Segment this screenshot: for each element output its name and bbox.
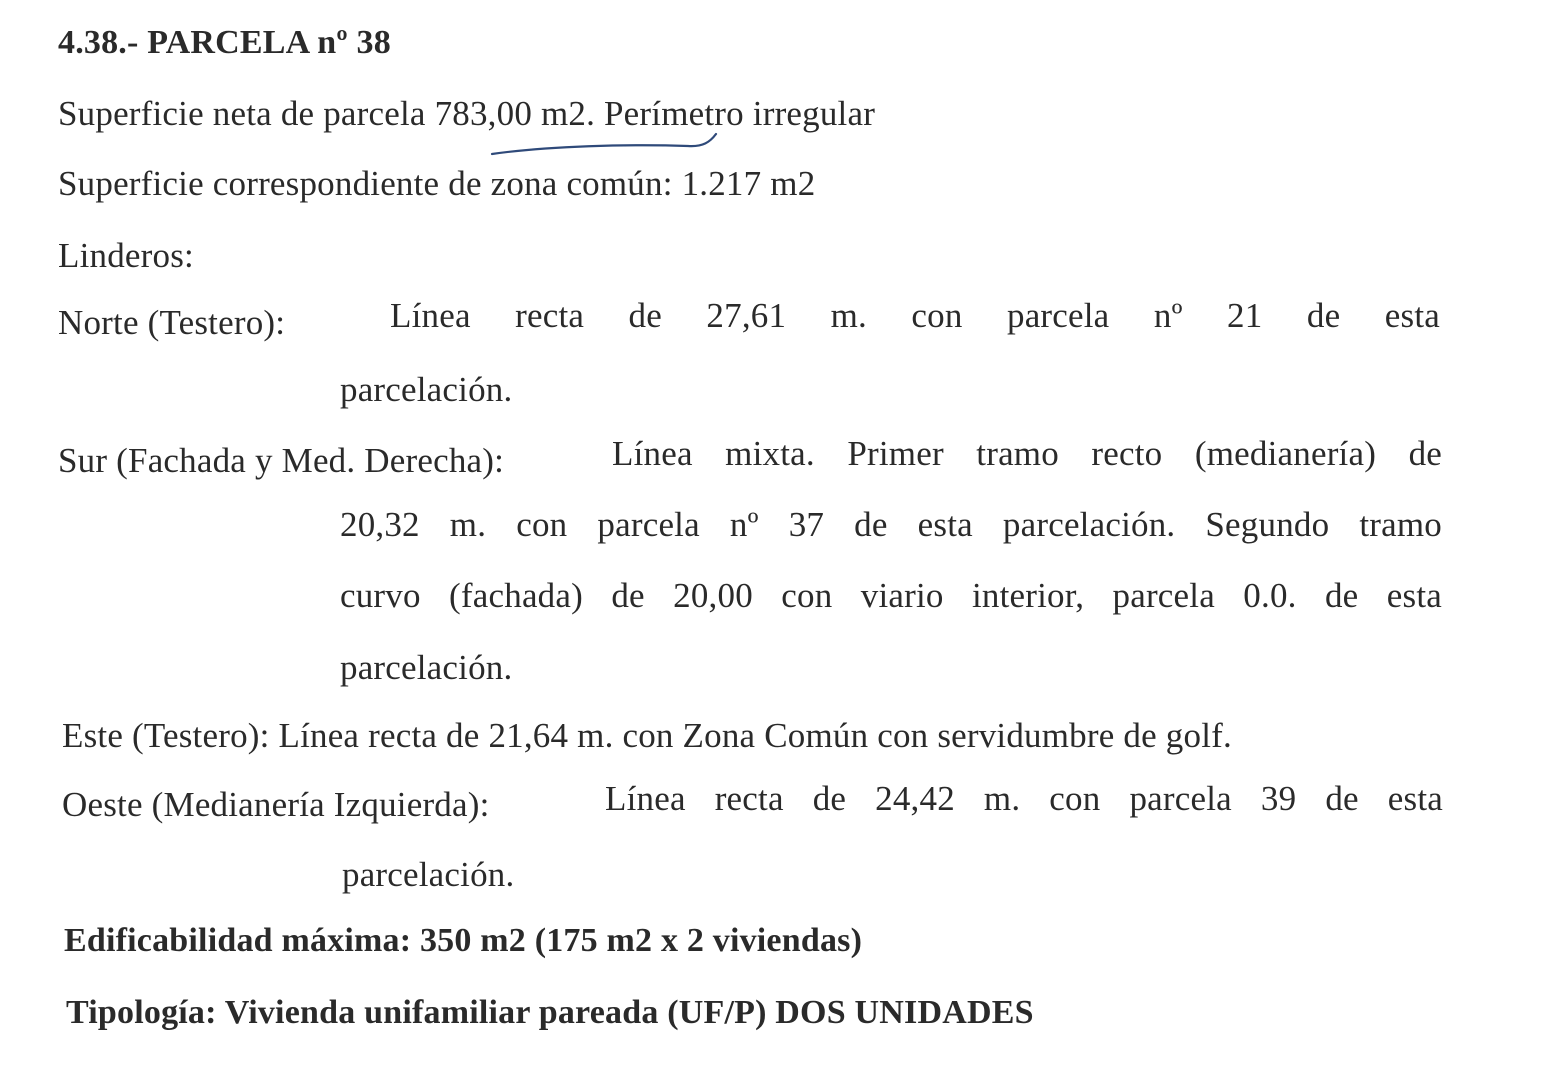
sur-description: Línea mixta. Primer tramo recto (medianería) de xyxy=(612,434,1442,473)
oeste-description: Línea recta de 24,42 m. con parcela 39 de esta xyxy=(605,779,1443,818)
sur-label: Sur (Fachada y Med. Derecha): xyxy=(58,441,505,480)
superficie-value: 783,00 m2. xyxy=(434,94,596,133)
edificabilidad-line: Edificabilidad máxima: 350 m2 (175 m2 x 2 viviendas) xyxy=(64,922,863,959)
perimetro-text: Perímetro irregular xyxy=(604,94,876,133)
zona-comun-line: Superficie correspondiente de zona común: 1.217 m2 xyxy=(58,164,816,203)
oeste-continuation: parcelación. xyxy=(342,855,515,894)
oeste-label: Oeste (Medianería Izquierda): xyxy=(62,785,490,824)
superficie-label: Superficie neta de parcela xyxy=(58,94,426,133)
sur-continuation-2: curvo (fachada) de 20,00 con viario interior, parcela 0.0. de esta xyxy=(340,576,1442,615)
este-line: Este (Testero): Línea recta de 21,64 m. con Zona Común con servidumbre de golf. xyxy=(62,716,1232,755)
handwritten-underline-mark xyxy=(488,132,720,162)
section-heading: 4.38.- PARCELA nº 38 xyxy=(58,24,391,61)
sur-continuation-3: parcelación. xyxy=(340,648,513,687)
superficie-neta-line xyxy=(58,96,875,131)
norte-label: Norte (Testero): xyxy=(58,303,286,342)
norte-description: Línea recta de 27,61 m. con parcela nº 21 de esta xyxy=(390,296,1440,335)
norte-continuation: parcelación. xyxy=(340,370,513,409)
sur-continuation-1: 20,32 m. con parcela nº 37 de esta parcelación. Segundo tramo xyxy=(340,505,1442,544)
linderos-title: Linderos: xyxy=(58,236,194,275)
tipologia-line: Tipología: Vivienda unifamiliar pareada (UF/P) DOS UNIDADES xyxy=(66,994,1034,1031)
